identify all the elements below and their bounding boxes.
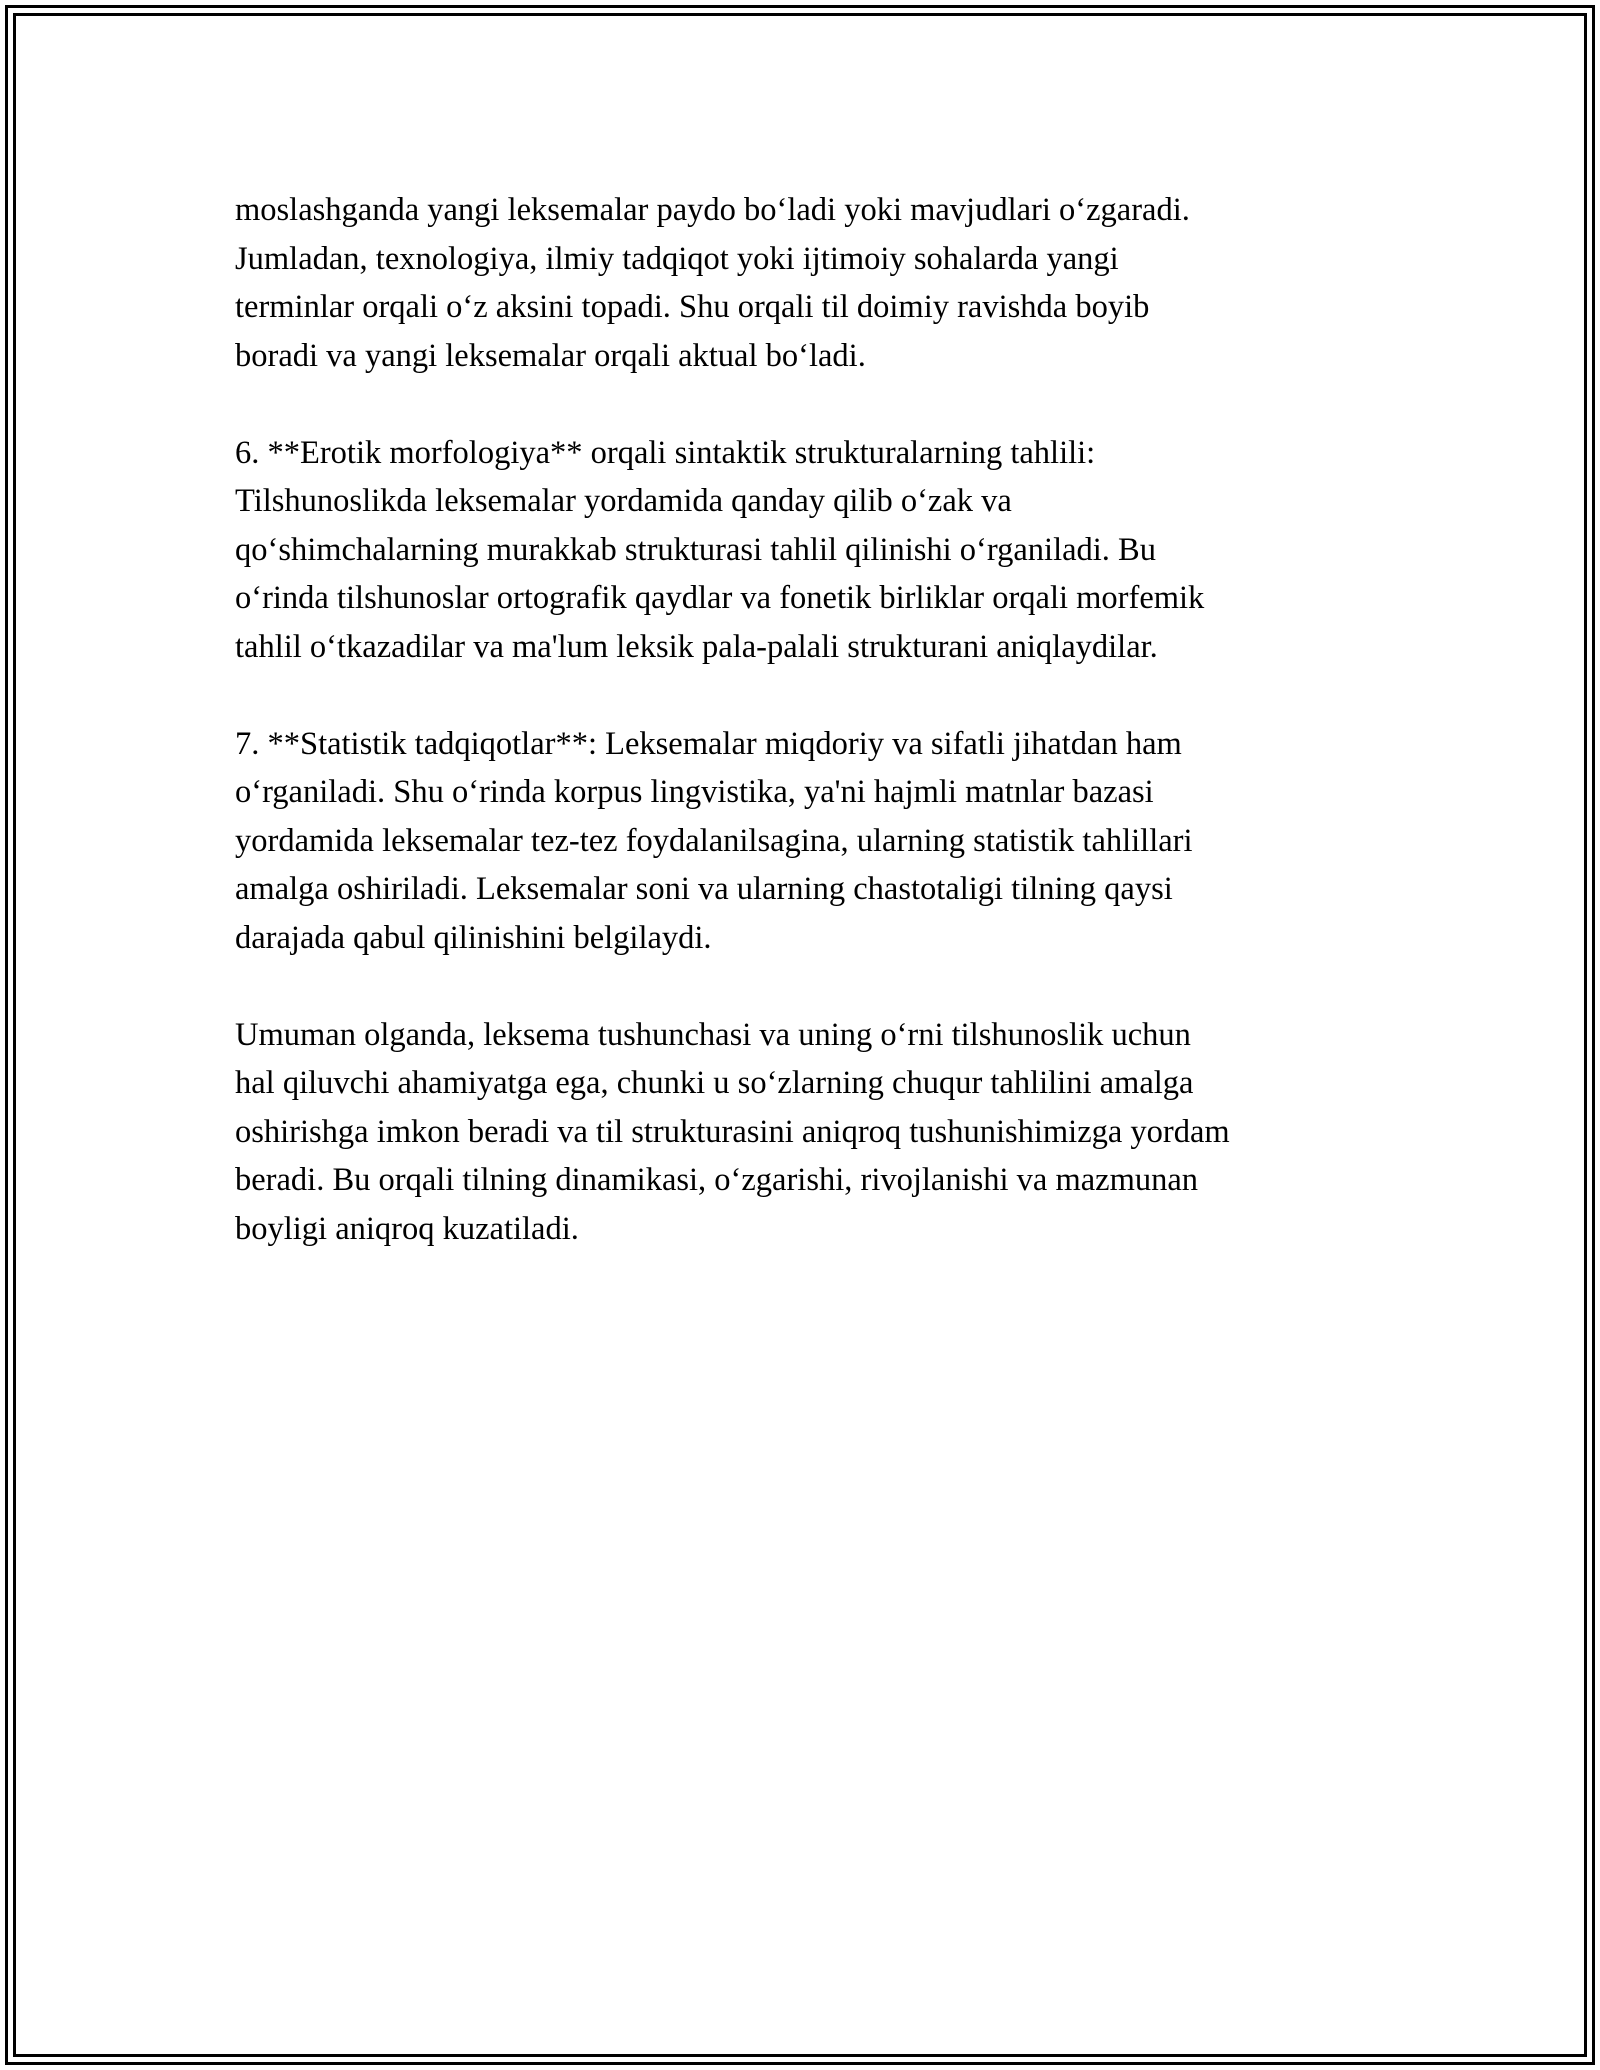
paragraph-item-6	[235, 429, 1385, 672]
paragraph-continuation	[235, 186, 1385, 380]
text-line: boradi va yangi leksemalar orqali aktual bo‘ladi.	[235, 337, 866, 374]
text-line: yordamida leksemalar tez-tez foydalanilsagina, ularning statistik tahlillari	[235, 822, 1193, 859]
text-line: 7. **Statistik tadqiqotlar**: Leksemalar miqdoriy va sifatli jihatdan ham	[235, 725, 1182, 762]
text-line: moslashganda yangi leksemalar paydo bo‘ladi yoki mavjudlari o‘zgaradi.	[235, 192, 1190, 228]
text-line: qo‘shimchalarning murakkab strukturasi tahlil qilinishi o‘rganiladi. Bu	[235, 531, 1156, 568]
text-line: 6. **Erotik morfologiya** orqali sintaktik strukturalarning tahlili:	[235, 434, 1096, 471]
text-line: boyligi aniqroq kuzatiladi.	[235, 1210, 579, 1247]
paragraph-item-7	[235, 720, 1385, 963]
text-line: o‘rinda tilshunoslar ortografik qaydlar va fonetik birliklar orqali morfemik	[235, 580, 1205, 616]
text-line: oshirishga imkon beradi va til strukturasini aniqroq tushunishimizga yordam	[235, 1113, 1230, 1150]
text-line: darajada qabul qilinishini belgilaydi.	[235, 919, 712, 956]
paragraph-conclusion	[235, 1011, 1385, 1254]
text-line: Tilshunoslikda leksemalar yordamida qanday qilib o‘zak va	[235, 483, 1012, 519]
text-line: hal qiluvchi ahamiyatga ega, chunki u so‘zlarning chuqur tahlilini amalga	[235, 1065, 1194, 1101]
document-body	[235, 186, 1385, 1302]
text-line: Jumladan, texnologiya, ilmiy tadqiqot yoki ijtimoiy sohalarda yangi	[235, 240, 1119, 277]
text-line: tahlil o‘tkazadilar va ma'lum leksik pala-palali strukturani aniqlaydilar.	[235, 628, 1158, 665]
text-line: Umuman olganda, leksema tushunchasi va uning o‘rni tilshunoslik uchun	[235, 1016, 1191, 1053]
text-line: beradi. Bu orqali tilning dinamikasi, o‘zgarishi, rivojlanishi va mazmunan	[235, 1162, 1199, 1198]
text-line: amalga oshiriladi. Leksemalar soni va ularning chastotaligi tilning qaysi	[235, 871, 1173, 907]
text-line: o‘rganiladi. Shu o‘rinda korpus lingvistika, ya'ni hajmli matnlar bazasi	[235, 774, 1154, 810]
text-line: terminlar orqali o‘z aksini topadi. Shu orqali til doimiy ravishda boyib	[235, 289, 1150, 325]
